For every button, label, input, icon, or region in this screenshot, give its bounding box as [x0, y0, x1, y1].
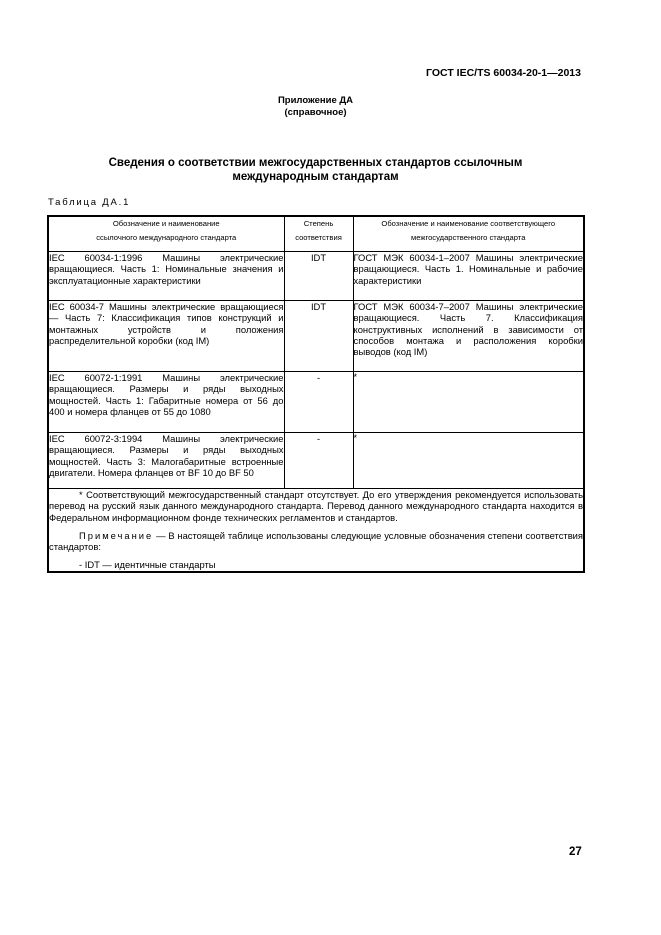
appendix-heading [0, 95, 631, 119]
section-title-line2: международным стандартам [232, 171, 399, 183]
table-row [48, 433, 584, 489]
header-degree: Степень соответствия [284, 216, 353, 252]
note-label: Примечание [79, 529, 154, 541]
cell-intl: IEC 60072-3:1994 Машины электрические вращающиеся. Размеры и ряды выходных мощностей. Часть 3: Малогабаритные встроенные двигатели. Номера фланцев от BF 10 до BF 50 [48, 433, 284, 489]
cell-intl: IEC 60034-1:1996 Машины электрические вращающиеся. Часть 1: Номинальные значения и эксплуатационные характеристики [48, 252, 284, 301]
appendix-subtitle: (справочное) [284, 107, 347, 118]
cell-gost: ГОСТ МЭК 60034-7–2007 Машины электрические вращающиеся. Часть 7. Классификация конструктивных исполнений в зависимости от способов монтажа и расположения коробки выводов (код IM) [353, 301, 584, 372]
cell-degree: IDT [284, 252, 353, 301]
note [49, 530, 583, 553]
table-notes-row [48, 489, 584, 572]
section-title [60, 156, 571, 184]
cell-gost: ГОСТ МЭК 60034-1–2007 Машины электрические вращающиеся. Часть 1. Номинальные и рабочие характеристики [353, 252, 584, 301]
cell-degree: - [284, 372, 353, 433]
cell-degree: - [284, 433, 353, 489]
page-number: 27 [569, 846, 582, 858]
cell-degree: IDT [284, 301, 353, 372]
document-code: ГОСТ IEC/TS 60034-20-1—2013 [426, 67, 581, 79]
legend-item: - IDT — идентичные стандарты [79, 559, 216, 571]
table-header-row [48, 216, 584, 252]
cell-gost: * [353, 372, 584, 433]
table-row [48, 372, 584, 433]
header-gost-standard: Обозначение и наименование соответствующего межгосударственного стандарта [353, 216, 584, 252]
note-text: — В настоящей таблице использованы следующие условные обозначения степени соответствия стандартов: [49, 529, 583, 553]
table-row [48, 252, 584, 301]
footnote: * Соответствующий межгосударственный стандарт отсутствует. До его утверждения рекомендуется использовать перевод на русский язык данного международного стандарта. Перевод данного международного стандарта находится в Федеральном информационном фонде технических регламентов и стандартов. [49, 489, 583, 523]
table-row [48, 301, 584, 372]
section-title-line1: Сведения о соответствии межгосударственных стандартов ссылочным [108, 157, 523, 169]
cell-intl: IEC 60034-7 Машины электрические вращающиеся — Часть 7: Классификация типов конструкций и монтажных устройств и положения распределительной коробки (код IM) [48, 301, 284, 372]
table-label: Таблица ДА.1 [48, 197, 131, 208]
cell-intl: IEC 60072-1:1991 Машины электрические вращающиеся. Размеры и ряды выходных мощностей. Часть 1: Габаритные номера от 56 до 400 и номера фланцев от 55 до 1080 [48, 372, 284, 433]
appendix-title: Приложение ДА [277, 95, 354, 106]
cell-gost: * [353, 433, 584, 489]
header-intl-standard: Обозначение и наименование ссылочного международного стандарта [48, 216, 284, 252]
table-notes [48, 489, 584, 572]
correspondence-table [47, 215, 585, 573]
